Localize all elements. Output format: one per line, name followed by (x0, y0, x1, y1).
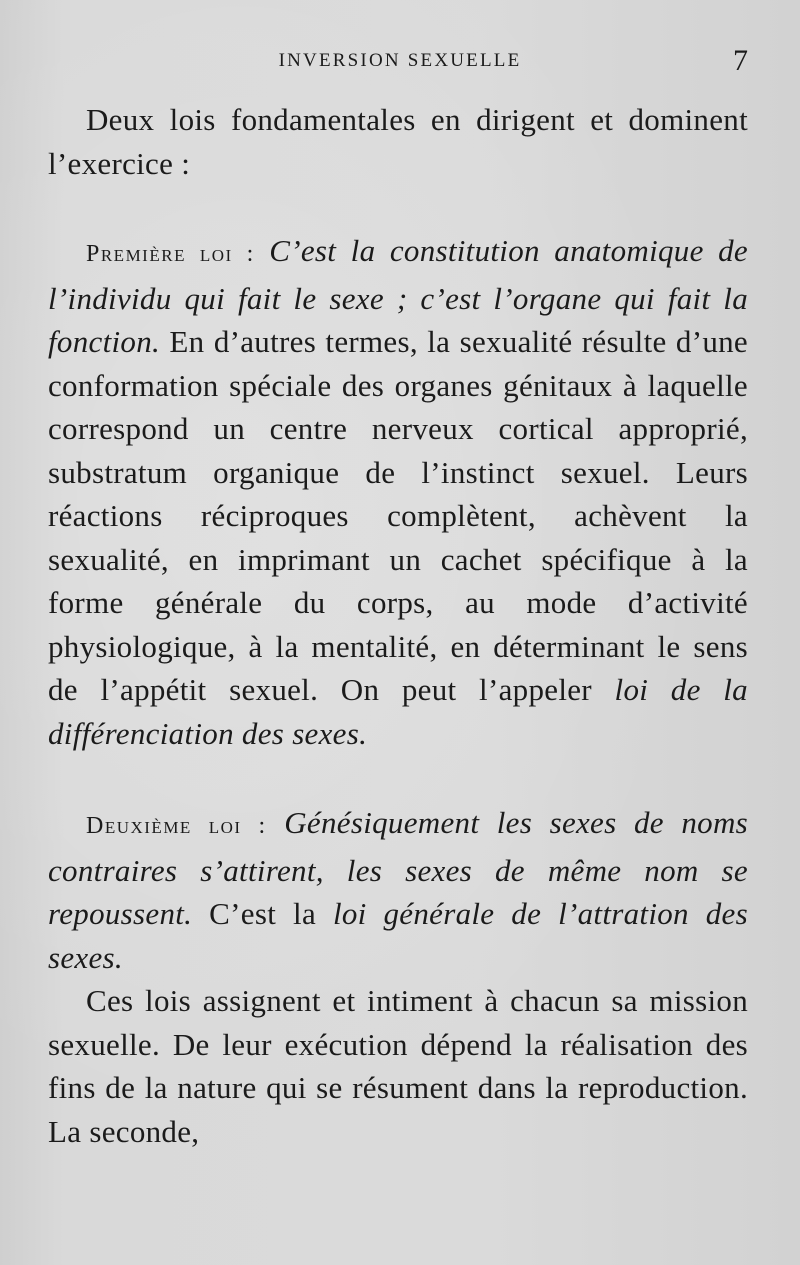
first-law-statement: C’est la constitution anatomique de l’individu qui fait le sexe ; c’est l’organe qui fait la fonction. (48, 233, 748, 359)
page-header (0, 46, 800, 76)
second-law-statement: Génésiquement les sexes de noms contraires s’attirent, les sexes de même nom se repoussent. (48, 805, 748, 931)
first-law-paragraph (48, 229, 748, 755)
running-title: INVERSION SEXUELLE (278, 50, 522, 71)
second-law-text: C’est la (209, 896, 317, 931)
intro-paragraph: Deux lois fondamentales en dirigent et dominent l’exercice : (48, 102, 748, 181)
first-law-text: En d’autres termes, la sexualité résulte d’une conformation spéciale des organes génitaux à laquelle correspond un centre nerveux cortical approprié, substratum organique de l’instinct sexuel. Leurs réactions réciproques complètent, achèvent la sexualité, en imprimant un cachet spécifique à la forme générale du corps, au mode d’activité physiologique, à la mentalité, en déterminant le sens de l’appétit sexuel. On peut l’appeler (48, 324, 748, 707)
second-law-name: loi générale de l’attration des sexes. (48, 896, 748, 975)
closing-paragraph: Ces lois assignent et intiment à chacun sa mission sexuelle. De leur exécution dépend la réalisation des fins de la nature qui se résument dans la reproduction. La seconde, (48, 983, 748, 1149)
first-law-name: loi de la différenciation des sexes. (48, 672, 748, 751)
first-law-label: Première loi : (86, 241, 255, 267)
second-law-label: Deuxième loi : (86, 813, 267, 839)
page-number: 7 (733, 44, 748, 77)
page-body (48, 98, 748, 1153)
second-law-paragraph (48, 801, 748, 979)
